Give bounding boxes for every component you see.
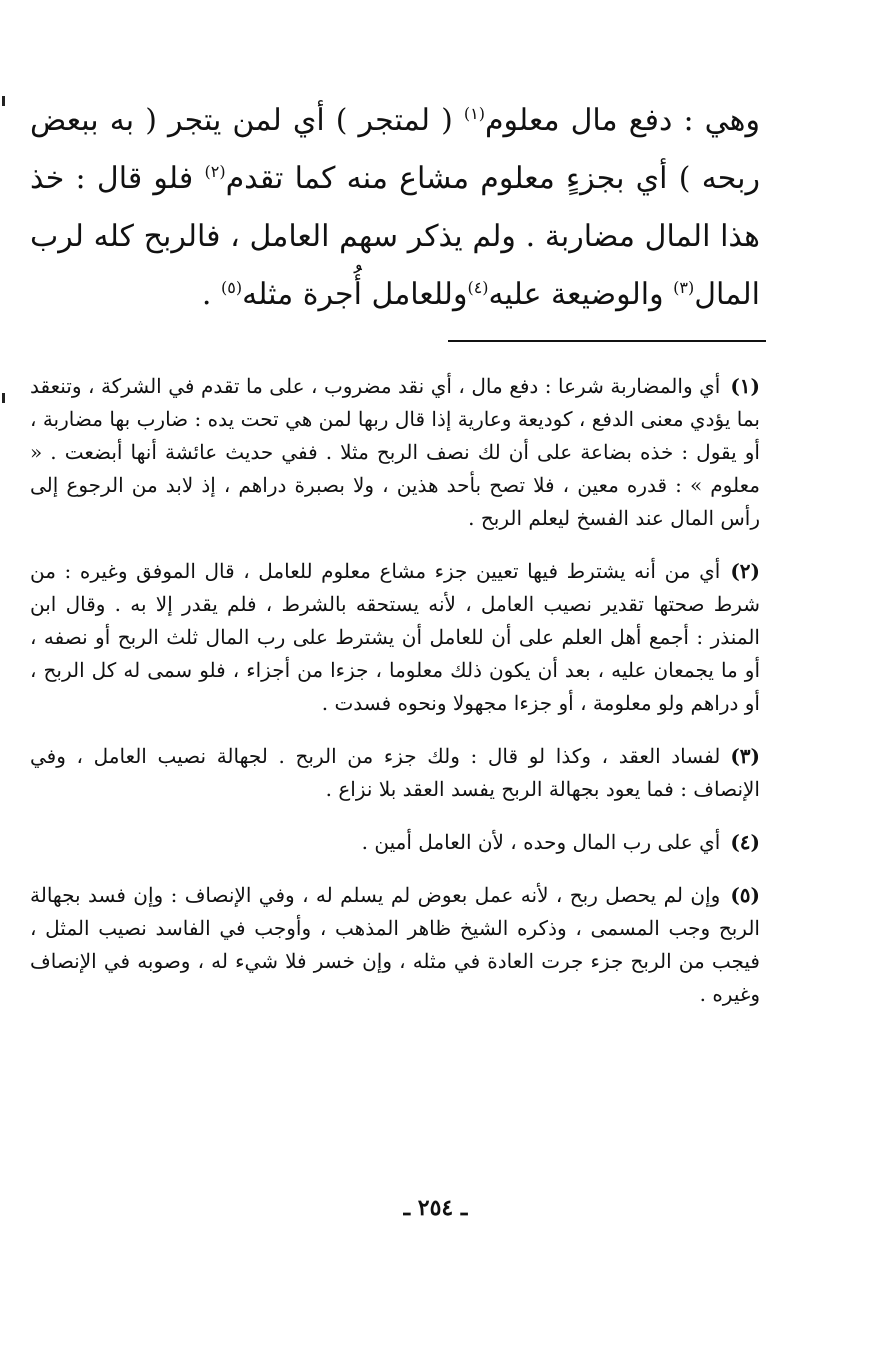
footnote-number: (٣) [730,744,760,768]
main-text-part-2: ( لمتجر ) أي لمن يتجر ( به ببعض ربحه ) أي بجزءٍ معلوم مشاع منه كما تقدم [30,103,760,196]
footnote-number: (٥) [730,883,760,907]
main-text-part-3: فلو قال : خذ هذا المال مضاربة . ولم يذكر سهم العامل ، فالربح كله لرب المال [30,161,760,312]
main-text [30,92,760,324]
footnote-number: (٤) [730,830,760,854]
footnote-1 [30,370,760,535]
footnote-text: أي والمضاربة شرعا : دفع مال ، أي نقد مضروب ، على ما تقدم في الشركة ، وتنعقد بما يؤدي معنى الدفع ، كوديعة وعارية إذا قال ربها لمن هي تحت يده : ضارب بها مضاربة ، أو يقول : خذه بضاعة على أن لك نصف الربح مثلا . ففي حديث عائشة أنها أبضعت . « معلوم » : قدره معين ، فلا تصح بأحد هذين ، ولا بصبرة دراهم ، إذ لابد من الرجوع إلى رأس المال عند الفسخ ليعلم الربح . [30,374,760,530]
footnote-text: وإن لم يحصل ربح ، لأنه عمل بعوض لم يسلم له ، وفي الإنصاف : وإن فسد بجهالة الربح وجب المسمى ، وذكره الشيخ ظاهر المذهب ، وأوجب في الفاسد نصيب المثل ، فيجب من الربح جزء جرت العادة في مثله ، وإن خسر فلا شيء له ، وصوبه في الإنصاف وغيره . [30,883,760,1006]
footnote-marker-3: (٣) [673,278,695,297]
page-number: ـ ٢٥٤ ـ [403,1195,468,1221]
footnote-number: (٢) [730,559,760,583]
main-paragraph [30,92,760,324]
margin-mark-top [2,96,5,106]
footnote-text: لفساد العقد ، وكذا لو قال : ولك جزء من الربح . لجهالة نصيب العامل ، وفي الإنصاف : فما يعود بجهالة الربح يفسد العقد بلا نزاع . [30,744,760,801]
footnote-number: (١) [730,374,760,398]
footnotes [30,370,760,1031]
footnote-marker-2: (٢) [204,162,226,181]
footnote-3 [30,740,760,806]
main-text-part-5: وللعامل أُجرة مثله [242,277,468,312]
margin-mark-middle [2,393,5,403]
footnote-divider [448,340,766,342]
main-text-end: . [201,277,212,312]
main-text-part-4: والوضيعة عليه [488,277,664,312]
footnote-2 [30,555,760,720]
footnote-marker-4: (٤) [467,278,489,297]
footnote-marker-5: (٥) [221,278,243,297]
footnote-5 [30,879,760,1011]
footnote-text: أي من أنه يشترط فيها تعيين جزء مشاع معلوم للعامل ، قال الموفق وغيره : من شرط صحتها تقدير نصيب العامل ، لأنه يستحقه بالشرط ، فلم يقدر إلا به . وقال ابن المنذر : أجمع أهل العلم على أن للعامل أن يشترط على رب المال ثلث الربح أو نصفه ، أو ما يجمعان عليه ، بعد أن يكون ذلك معلوما ، جزءا من أجزاء ، فلو سمى له كل الربح ، أو دراهم ولو معلومة ، أو جزءا مجهولا ونحوه فسدت . [30,559,760,715]
footnote-text: أي على رب المال وحده ، لأن العامل أمين . [361,830,721,854]
main-text-part-1: وهي : دفع مال معلوم [484,103,760,138]
footnote-4 [30,826,760,859]
footnote-marker-1: (١) [463,104,485,123]
